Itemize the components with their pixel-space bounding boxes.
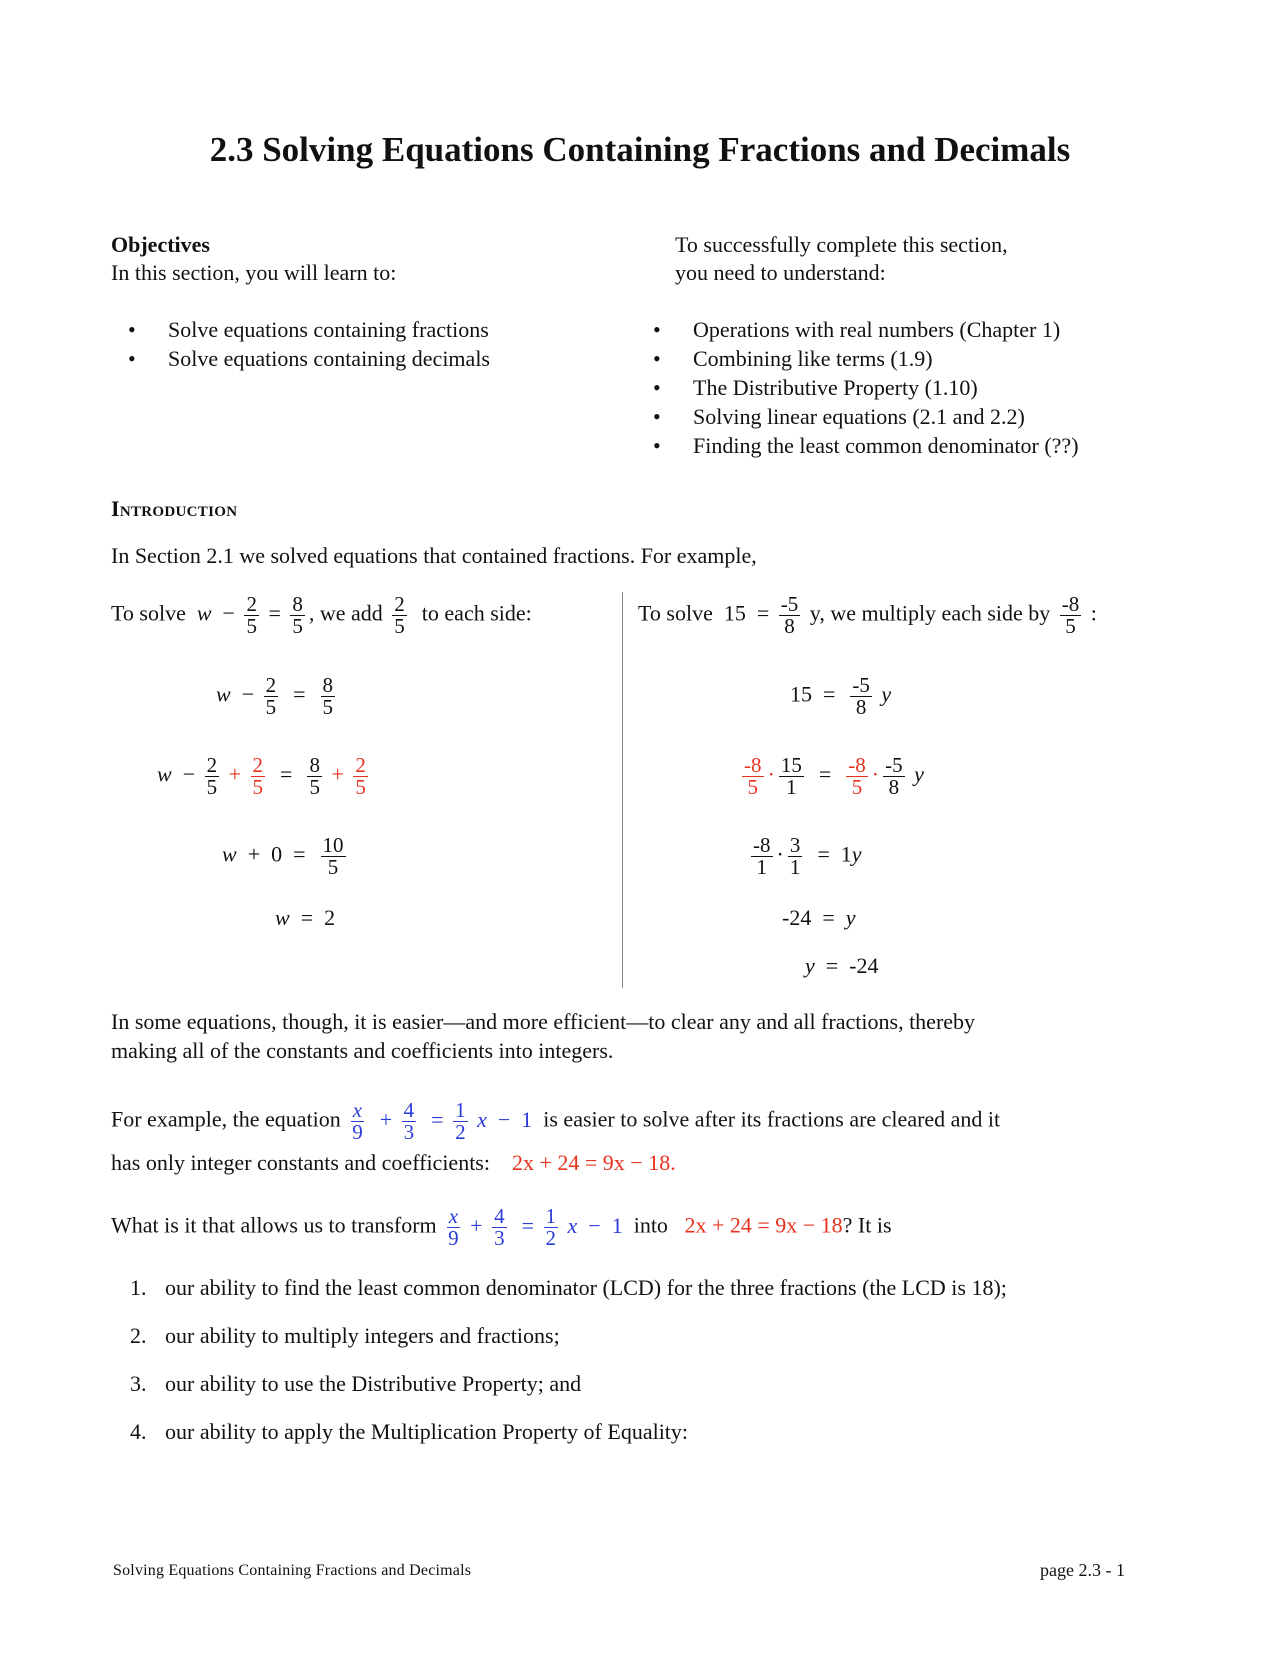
right-example-statement: To solve 15 = $\frac{-5}{8}$ y, we multiply each side by $\frac{-8}{5}$ : xyxy=(638,592,1097,638)
paragraph-example-integer: has only integer constants and coefficients: 2x + 24 = 9x − 18. xyxy=(111,1150,676,1175)
bullet-icon: • xyxy=(653,404,661,429)
objective-item: • Solve equations containing decimals xyxy=(128,346,490,371)
paragraph-transform: What is it that allows us to transform $\frac{x}{9}$ + $\frac{4}{3}$ = $\frac{1}{2}$ x − 1 into 2x + 24 = 9x − 18? It is xyxy=(111,1204,892,1250)
footer-page-number: page 2.3 - 1 xyxy=(1040,1560,1125,1580)
bullet-icon: • xyxy=(128,317,136,342)
prereq-line2: you need to understand: xyxy=(675,260,886,285)
objectives-heading: Objectives xyxy=(111,232,210,257)
intro-paragraph: In Section 2.1 we solved equations that contained fractions. For example, xyxy=(111,543,757,568)
page-title: 2.3 Solving Equations Containing Fractions and Decimals xyxy=(209,130,1071,169)
list-item: 2. our ability to multiply integers and fractions; xyxy=(130,1323,560,1348)
right-step-2: $\frac{-8}{5}$ · $\frac{15}{1}$ = $\frac{-8}{5}$ · $\frac{-5}{8}$ y xyxy=(744,753,924,799)
left-step-3: w + 0 = $\frac{10}{5}$ xyxy=(222,833,344,879)
objective-item: • Solve equations containing fractions xyxy=(128,317,489,342)
left-step-1: w − $\frac{2}{5}$ = $\frac{8}{5}$ xyxy=(216,673,334,719)
list-item: 3. our ability to use the Distributive Property; and xyxy=(130,1371,582,1396)
right-step-4: -24 = y xyxy=(782,905,856,930)
prereq-item: • The Distributive Property (1.10) xyxy=(653,375,978,400)
prereq-item: • Combining like terms (1.9) xyxy=(653,346,933,371)
left-step-2: w − $\frac{2}{5}$ + $\frac{2}{5}$ = $\frac{8}{5}$ + $\frac{2}{5}$ xyxy=(157,753,366,799)
paragraph-clear-fractions-2: making all of the constants and coefficients into integers. xyxy=(111,1038,614,1063)
list-item: 4. our ability to apply the Multiplication Property of Equality: xyxy=(130,1419,689,1444)
right-step-1: 15 = $\frac{-5}{8}$ y xyxy=(790,673,892,719)
prereq-item: • Operations with real numbers (Chapter 1) xyxy=(653,317,1061,342)
prereq-line1: To successfully complete this section, xyxy=(675,232,1008,257)
paragraph-clear-fractions-1: In some equations, though, it is easier—and more efficient—to clear any and all fractions, thereby xyxy=(111,1009,976,1034)
bullet-icon: • xyxy=(653,346,661,371)
prereq-item: • Finding the least common denominator (??) xyxy=(653,433,1079,458)
left-step-4: w = 2 xyxy=(275,905,336,930)
introduction-heading: Introduction xyxy=(111,496,238,521)
left-example-statement: To solve w − $\frac{2}{5}$ = $\frac{8}{5}$ , we add $\frac{2}{5}$ to each side: xyxy=(111,592,532,638)
prereq-item: • Solving linear equations (2.1 and 2.2) xyxy=(653,404,1025,429)
bullet-icon: • xyxy=(128,346,136,371)
list-item: 1. our ability to find the least common denominator (LCD) for the three fractions (the LCD is 18); xyxy=(130,1275,1007,1300)
footer-title: Solving Equations Containing Fractions and Decimals xyxy=(113,1562,472,1579)
bullet-icon: • xyxy=(653,317,661,342)
bullet-icon: • xyxy=(653,375,661,400)
right-step-5: y = -24 xyxy=(805,953,879,978)
bullet-icon: • xyxy=(653,433,661,458)
column-divider xyxy=(622,592,623,988)
paragraph-example-equation: For example, the equation $\frac{x}{9}$ + $\frac{4}{3}$ = $\frac{1}{2}$ x − 1 is easier to solve after its fractions are cleared and it xyxy=(111,1098,1001,1144)
objectives-intro: In this section, you will learn to: xyxy=(111,260,397,285)
integer-equation: 2x + 24 = 9x − 18 xyxy=(684,1212,843,1238)
right-step-3: $\frac{-8}{1}$ · $\frac{3}{1}$ = 1y xyxy=(753,833,862,879)
integer-equation: 2x + 24 = 9x − 18. xyxy=(511,1150,676,1175)
